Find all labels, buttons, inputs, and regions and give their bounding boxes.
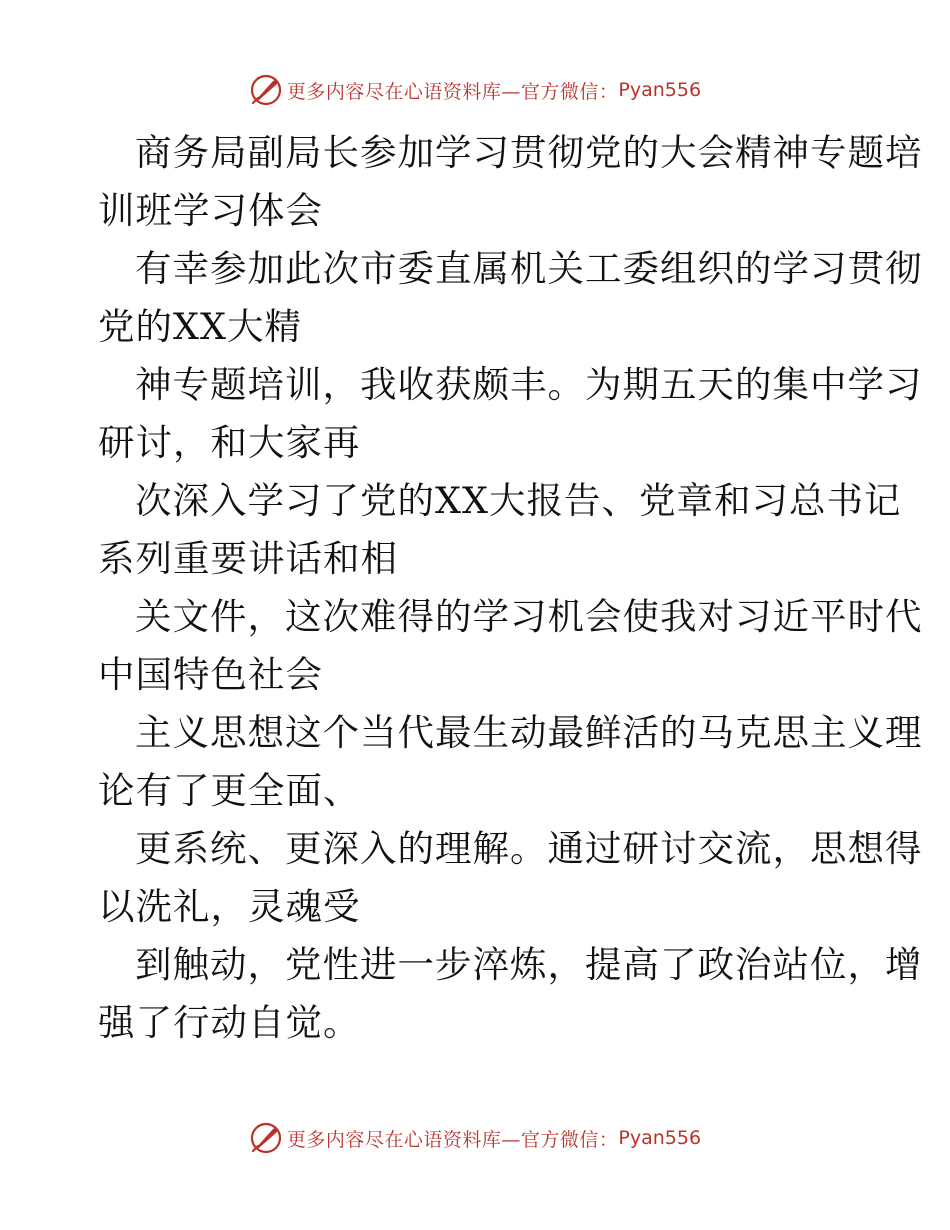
paragraph: [98, 820, 923, 936]
paragraph-first-line: 有幸参加此次市委直属机关工委组织的学习贯彻: [135, 247, 923, 290]
paragraph: [98, 588, 923, 704]
paragraph-first-line: 主义思想这个当代最生动最鲜活的马克思主义理: [135, 711, 923, 754]
footer-banner-text: 更多内容尽在心语资料库—官方微信：: [286, 1128, 619, 1151]
header-banner-text: 更多内容尽在心语资料库—官方微信：: [286, 80, 619, 103]
header-wechat-id: Pyan556: [618, 79, 702, 101]
paragraph-first-line: 关文件，这次难得的学习机会使我对习近平时代: [135, 595, 923, 638]
paragraph: [98, 356, 923, 472]
paragraph-continuation-line: 论有了更全面、: [98, 769, 361, 812]
paragraph-first-line: 神专题培训，我收获颇丰。为期五天的集中学习: [135, 363, 923, 406]
paragraph-first-line: 到触动，党性进一步淬炼，提高了政治站位，增: [135, 943, 923, 986]
paragraph-continuation-line: 以洗礼，灵魂受: [98, 885, 361, 928]
paragraph-first-line: 商务局副局长参加学习贯彻党的大会精神专题培: [135, 131, 923, 174]
paragraph-continuation-line: 党的XX大精: [98, 305, 302, 348]
quill-logo-icon: [249, 73, 283, 107]
quill-logo-icon: [249, 1121, 283, 1155]
document-body: [98, 124, 923, 1052]
paragraph-continuation-line: 中国特色社会: [98, 653, 323, 696]
paragraph-first-line: 更系统、更深入的理解。通过研讨交流，思想得: [135, 827, 923, 870]
footer-banner: [0, 1118, 950, 1158]
paragraph-continuation-line: 研讨，和大家再: [98, 421, 361, 464]
paragraph-continuation-line: 训班学习体会: [98, 189, 323, 232]
paragraph: [98, 472, 902, 588]
paragraph: [98, 704, 923, 820]
paragraph: [98, 240, 923, 356]
paragraph-first-line: 次深入学习了党的XX大报告、党章和习总书记: [135, 479, 902, 522]
header-banner: [0, 70, 950, 110]
footer-wechat-id: Pyan556: [618, 1127, 702, 1149]
paragraph: [98, 936, 923, 1052]
paragraph: [98, 124, 923, 240]
paragraph-continuation-line: 强了行动自觉。: [98, 1001, 361, 1044]
paragraph-continuation-line: 系列重要讲话和相: [98, 537, 398, 580]
